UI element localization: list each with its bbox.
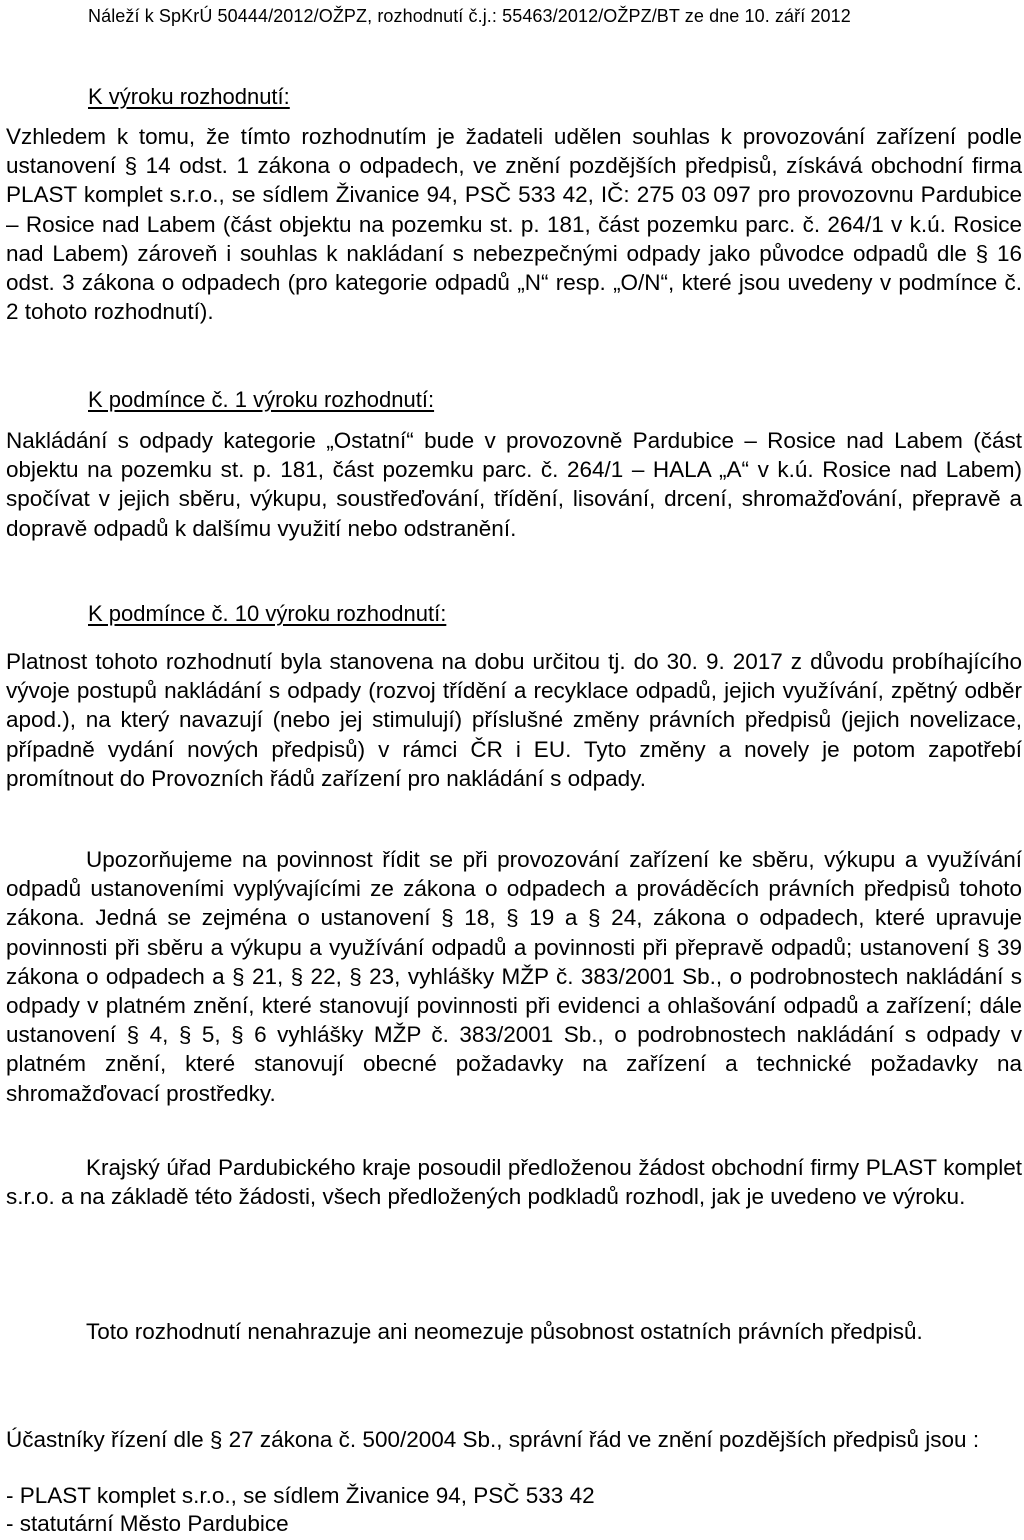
document-header: Náleží k SpKrÚ 50444/2012/OŽPZ, rozhodnutí č.j.: 55463/2012/OŽPZ/BT ze dne 10. září 2012 xyxy=(88,6,851,26)
section-k-podmince-1 xyxy=(6,426,1022,543)
list-item: - statutární Město Pardubice xyxy=(6,1510,289,1536)
paragraph-toto-rozhodnuti: Toto rozhodnutí nenahrazuje ani neomezuje působnost ostatních právních předpisů. xyxy=(86,1319,923,1344)
section-k-podmince-10 xyxy=(6,647,1022,793)
paragraph-podminka-10: Platnost tohoto rozhodnutí byla stanovena na dobu určitou tj. do 30. 9. 2017 z důvodu probíhajícího vývoje postupů nakládání s odpady (rozvoj třídění a recyklace odpadů, jejich využívání, zpětný odběr apod.), na který navazují (nebo jej stimulují) příslušné změny právních předpisů (jejich novelizace, případně vydání nových předpisů) v rámci ČR i EU. Tyto změny a novely je potom zapotřebí promítnout do Provozních řádů zařízení pro nakládání s odpady. xyxy=(6,649,1022,791)
paragraph-upozornujeme: Upozorňujeme na povinnost řídit se při provozování zařízení ke sběru, výkupu a využívání odpadů ustanoveními vyplývajícími ze zákona o odpadech a prováděcích právních předpisů tohoto zákona. Jedná se zejména o ustanovení § 18, § 19 a § 24, zákona o odpadech, které upravuje povinnosti při sběru a výkupu a využívání odpadů a povinnosti při přepravě odpadů; ustanovení § 39 zákona o odpadech a § 21, § 22, § 23, vyhlášky MŽP č. 383/2001 Sb., o podrobnostech nakládání s odpady v platném znění, které stanovují povinnosti při evidenci a ohlašování odpadů a zařízení; dále ustanovení § 4, § 5, § 6 vyhlášky MŽP č. 383/2001 Sb., o podrobnostech nakládání s odpady v platném znění, které stanovují obecné požadavky na zařízení a technické požadavky na shromažďovací prostředky. xyxy=(6,847,1022,1106)
section-krajsky-urad xyxy=(6,1153,1022,1211)
section-toto-rozhodnuti xyxy=(6,1317,1022,1346)
section-k-vyroku xyxy=(6,122,1022,326)
section-ucastnici xyxy=(6,1425,1022,1454)
list-item: - PLAST komplet s.r.o., se sídlem Živanice 94, PSČ 533 42 xyxy=(6,1483,595,1508)
heading-k-podmince-10: K podmínce č. 10 výroku rozhodnutí: xyxy=(88,601,447,626)
heading-k-vyroku: K výroku rozhodnutí: xyxy=(88,84,290,109)
section-upozornujeme xyxy=(6,845,1022,1108)
paragraph-vyrok: Vzhledem k tomu, že tímto rozhodnutím je žadateli udělen souhlas k provozování zařízení podle ustanovení § 14 odst. 1 zákona o odpadech, ve znění pozdějších předpisů, získává obchodní firma PLAST komplet s.r.o., se sídlem Živanice 94, PSČ 533 42, IČ: 275 03 097 pro provozovnu Pardubice – Rosice nad Labem (část objektu na pozemku st. p. 181, část pozemku parc. č. 264/1 v k.ú. Rosice nad Labem) zároveň i souhlas k nakládaní s nebezpečnými odpady jako původce odpadů dle § 16 odst. 3 zákona o odpadech (pro kategorie odpadů „N“ resp. „O/N“, které jsou uvedeny v podmínce č. 2 tohoto rozhodnutí). xyxy=(6,124,1022,325)
ucastnici-list xyxy=(6,1482,1022,1537)
heading-k-podmince-1: K podmínce č. 1 výroku rozhodnutí: xyxy=(88,387,435,412)
paragraph-podminka-1: Nakládání s odpady kategorie „Ostatní“ bude v provozovně Pardubice – Rosice nad Labem (část objektu na pozemku st. p. 181, část pozemku parc. č. 264/1 – HALA „A“ v k.ú. Rosice nad Labem) spočívat v jejich sběru, výkupu, soustřeďování, třídění, lisování, drcení, shromažďování, přepravě a dopravě odpadů k dalšímu využití nebo odstranění. xyxy=(6,428,1022,541)
paragraph-krajsky-urad: Krajský úřad Pardubického kraje posoudil předloženou žádost obchodní firmy PLAST komplet s.r.o. a na základě této žádosti, všech předložených podkladů rozhodl, jak je uvedeno ve výroku. xyxy=(6,1155,1022,1210)
paragraph-ucastnici-intro: Účastníky řízení dle § 27 zákona č. 500/2004 Sb., správní řád ve znění pozdějších předpisů jsou : xyxy=(6,1427,980,1452)
